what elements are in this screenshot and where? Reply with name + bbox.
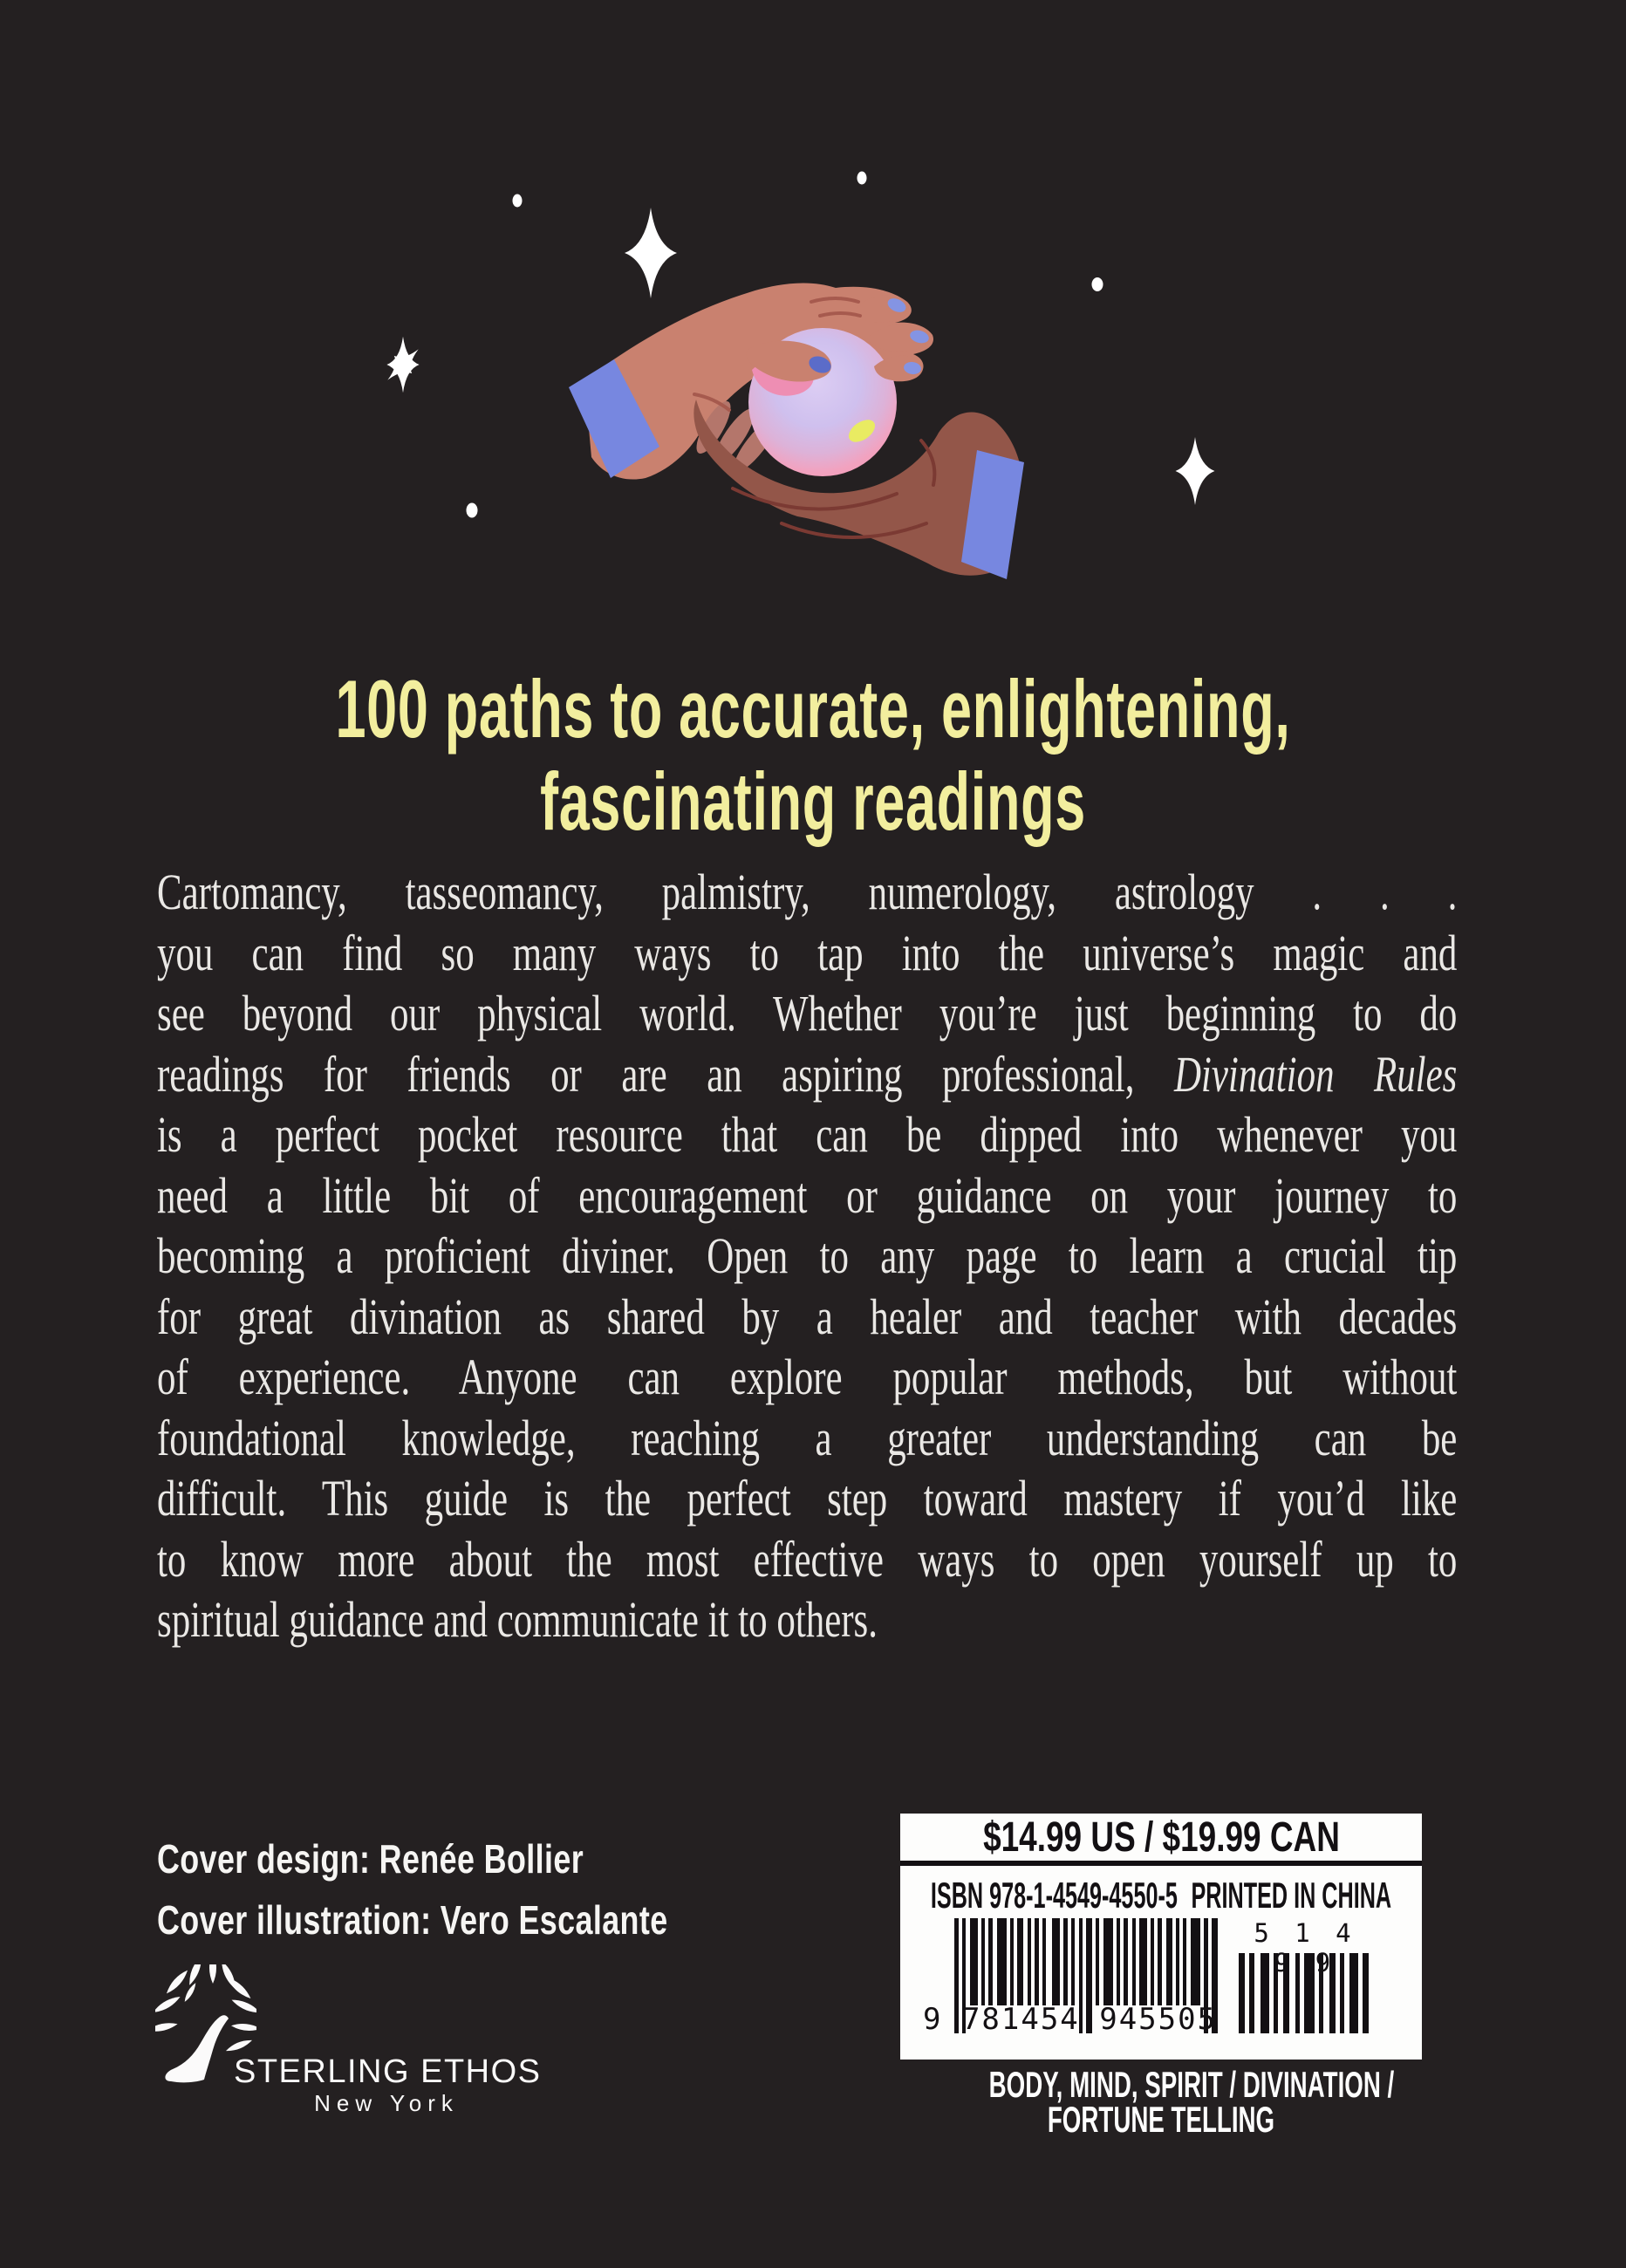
category-label xyxy=(900,2064,1422,2140)
book-title-italic: Divination Rules xyxy=(1173,1045,1458,1103)
description-line: becoming a proficient diviner. Open to any page to learn a crucial tip xyxy=(157,1227,1458,1284)
crystal-ball-hands-illustration xyxy=(331,122,1291,611)
category-line1: BODY, MIND, SPIRIT / DIVINATION / xyxy=(988,2064,1395,2105)
description-line: to know more about the most effective ways to open yourself up to xyxy=(157,1530,1458,1588)
description-line: see beyond our physical world. Whether you’re just beginning to do xyxy=(157,985,1458,1042)
description-line xyxy=(157,1044,1457,1105)
tagline xyxy=(269,663,1358,848)
description-line: foundational knowledge, reaching a greater understanding can be xyxy=(157,1409,1458,1466)
description-line: need a little bit of encouragement or guidance on your journey to xyxy=(157,1166,1458,1224)
star-dot-icon xyxy=(857,172,867,185)
cover-design-credit: Cover design: Renée Bollier xyxy=(157,1836,584,1882)
starburst-icon xyxy=(379,337,427,393)
price-text: $14.99 US / $19.99 CAN xyxy=(982,1814,1340,1861)
price-strip xyxy=(900,1814,1422,1866)
description-line: spiritual guidance and communicate it to others. xyxy=(157,1591,878,1648)
credits xyxy=(157,1828,668,1950)
cover-illustration-credit: Cover illustration: Vero Escalante xyxy=(157,1897,668,1943)
star-dot-icon xyxy=(467,503,478,518)
category-line2: FORTUNE TELLING xyxy=(1047,2099,1275,2140)
description-line: for great divination as shared by a healer and teacher with decades xyxy=(157,1288,1458,1345)
sparkle-icon xyxy=(1176,437,1215,505)
description-line: Cartomancy, tasseomancy, palmistry, numerology, astrology . . . xyxy=(157,864,1458,920)
supplement-digits: 5 1 4 9 9 xyxy=(1254,1918,1356,1978)
description xyxy=(157,862,1457,1650)
publisher-logo xyxy=(154,1963,642,2137)
tagline-line1: 100 paths to accurate, enlightening, xyxy=(335,663,1291,755)
isbn-text: ISBN 978-1-4549-4550-5 xyxy=(930,1875,1178,1916)
description-line: you can find so many ways to tap into the universe’s magic and xyxy=(157,924,1458,981)
isbn-line xyxy=(930,1875,1392,1916)
star-dot-icon xyxy=(1092,277,1103,291)
description-line: of experience. Anyone can explore popular methods, but without xyxy=(157,1349,1458,1405)
tagline-line2: fascinating readings xyxy=(540,755,1086,847)
printed-in-text: PRINTED IN CHINA xyxy=(1191,1875,1392,1916)
description-line-text: readings for friends or are an aspiring professional, xyxy=(157,1045,1174,1103)
barcode-digits: 9 781454 945505 xyxy=(923,2002,1218,2037)
price-barcode-panel xyxy=(900,1814,1422,2060)
star-dot-icon xyxy=(513,195,523,208)
publisher-name: STERLING ETHOS xyxy=(234,2053,542,2090)
publisher-city: New York xyxy=(314,2090,459,2116)
description-line: difficult. This guide is the perfect step toward mastery if you’d like xyxy=(157,1470,1458,1527)
description-line: is a perfect pocket resource that can be dipped into whenever you xyxy=(157,1106,1458,1163)
sparkle-icon xyxy=(625,208,677,298)
